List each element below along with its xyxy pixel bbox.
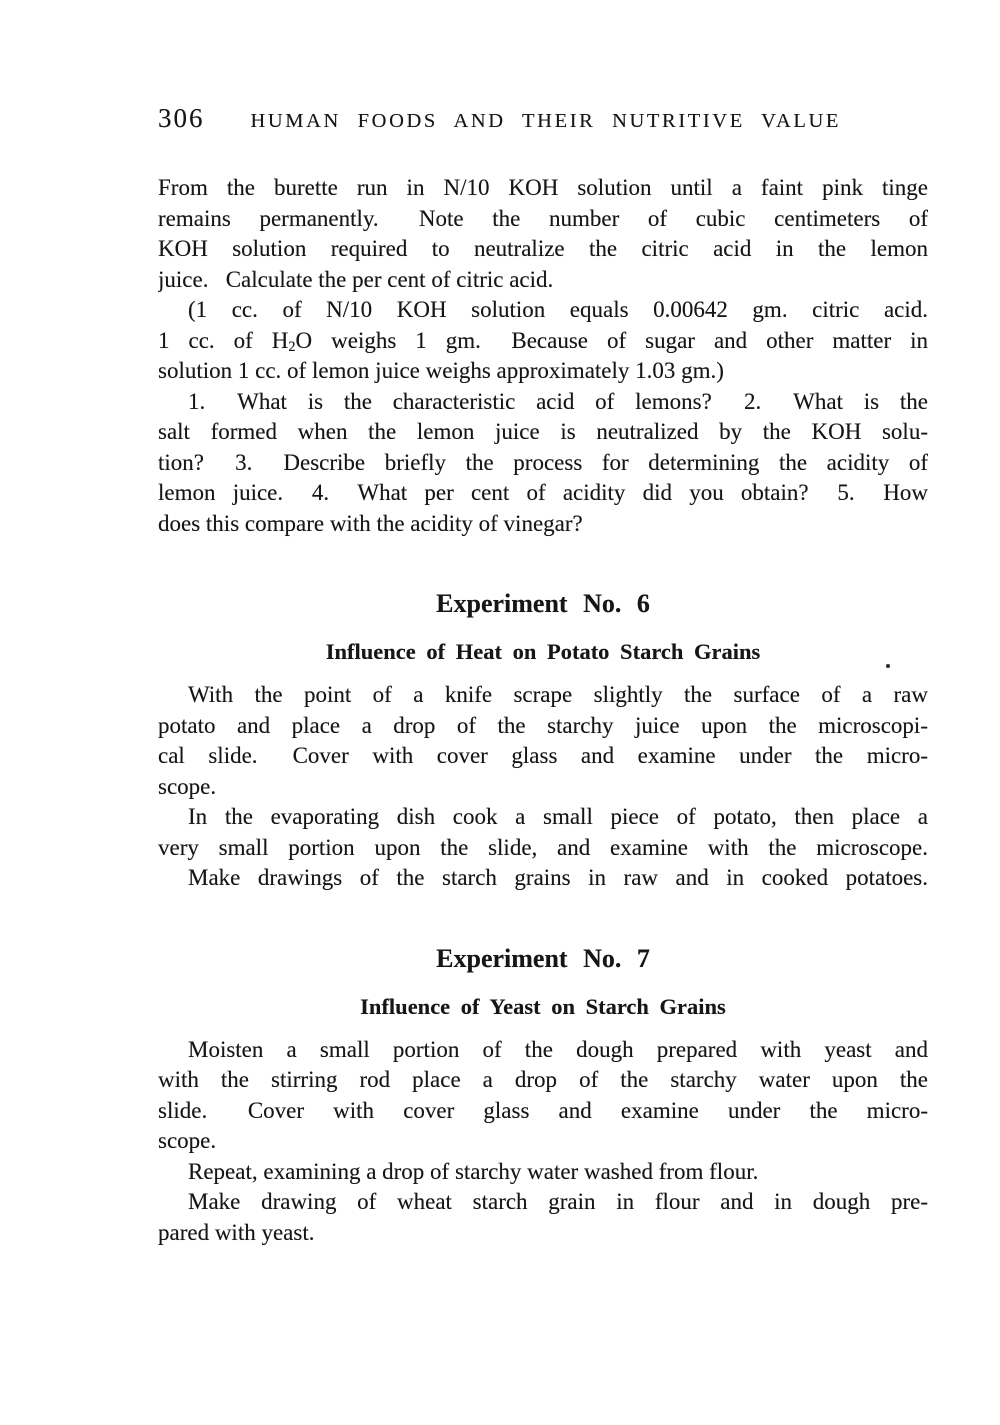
experiment-6-heading: Experiment No. 6 <box>436 589 650 618</box>
scan-speck-artifact <box>886 664 890 668</box>
text-line: Make drawing of wheat starch grain in flour and in dough pre- <box>188 1189 928 1214</box>
text-line: (1 cc. of N/10 KOH solution equals 0.00642 gm. citric acid. <box>188 297 928 322</box>
paragraph-yeast-dough <box>158 1035 928 1157</box>
paragraph-cooked-potato <box>158 802 928 863</box>
text-line: scope. <box>158 1128 217 1153</box>
text-line: remains permanently. Note the number of cubic centimeters of <box>158 205 928 231</box>
text-line: From the burette run in N/10 KOH solution until a faint pink tinge <box>158 175 928 200</box>
text-line: salt formed when the lemon juice is neutralized by the KOH solu- <box>158 419 928 444</box>
text-line: KOH solution required to neutralize the citric acid in the lemon <box>158 236 928 261</box>
text-segment: O weighs 1 gm. Because of sugar and other matter in <box>295 327 928 353</box>
running-title: HUMAN FOODS AND THEIR NUTRITIVE VALUE <box>250 110 841 132</box>
text-line: tion? 3. Describe briefly the process for determining the acidity of <box>158 449 928 475</box>
paragraph-make-drawings-potato <box>158 863 928 894</box>
text-line: slide. Cover with cover glass and examine under the micro- <box>158 1097 928 1123</box>
text-segment: 1 cc. of H <box>158 327 289 353</box>
text-line: In the evaporating dish cook a small piece of potato, then place a <box>188 804 928 829</box>
text-line: solution 1 cc. of lemon juice weighs approximately 1.03 gm.) <box>158 358 724 383</box>
experiment-7-heading: Experiment No. 7 <box>436 943 650 973</box>
paragraph-raw-potato <box>158 680 928 802</box>
text-line: With the point of a knife scrape slightly the surface of a raw <box>188 682 928 707</box>
text-line: Moisten a small portion of the dough prepared with yeast and <box>188 1036 928 1062</box>
text-line: 1. What is the characteristic acid of lemons? 2. What is the <box>188 388 928 414</box>
text-line: cal slide. Cover with cover glass and examine under the micro- <box>158 743 928 768</box>
paragraph-make-drawing-wheat <box>158 1187 928 1248</box>
experiment-7-subheading: Influence of Yeast on Starch Grains <box>360 993 726 1019</box>
text-line: potato and place a drop of the starchy juice upon the microscopi- <box>158 712 928 738</box>
page-number: 306 <box>158 103 205 133</box>
text-line: Make drawings of the starch grains in raw and in cooked potatoes. <box>188 865 928 890</box>
text-line: does this compare with the acidity of vinegar? <box>158 510 583 536</box>
paragraph-review-questions <box>158 387 928 540</box>
text-block <box>158 103 928 1248</box>
text-line: scope. <box>158 773 217 799</box>
text-line: very small portion upon the slide, and examine with the microscope. <box>158 834 928 860</box>
text-line: juice. Calculate the per cent of citric acid. <box>158 266 554 292</box>
paragraph-koh-titration <box>158 173 928 295</box>
text-line: with the stirring rod place a drop of the starchy water upon the <box>158 1067 928 1092</box>
text-line: pared with yeast. <box>158 1219 315 1245</box>
paragraph-repeat-flour <box>158 1157 928 1188</box>
text-line: lemon juice. 4. What per cent of acidity did you obtain? 5. How <box>158 480 928 505</box>
running-header <box>158 103 928 134</box>
text-line-with-subscript <box>158 326 928 357</box>
text-line: Repeat, examining a drop of starchy water washed from flour. <box>188 1158 759 1184</box>
experiment-6-subheading: Influence of Heat on Potato Starch Grains <box>325 639 761 664</box>
paragraph-conversion-note <box>158 295 928 387</box>
subscript-2: 2 <box>288 338 296 355</box>
